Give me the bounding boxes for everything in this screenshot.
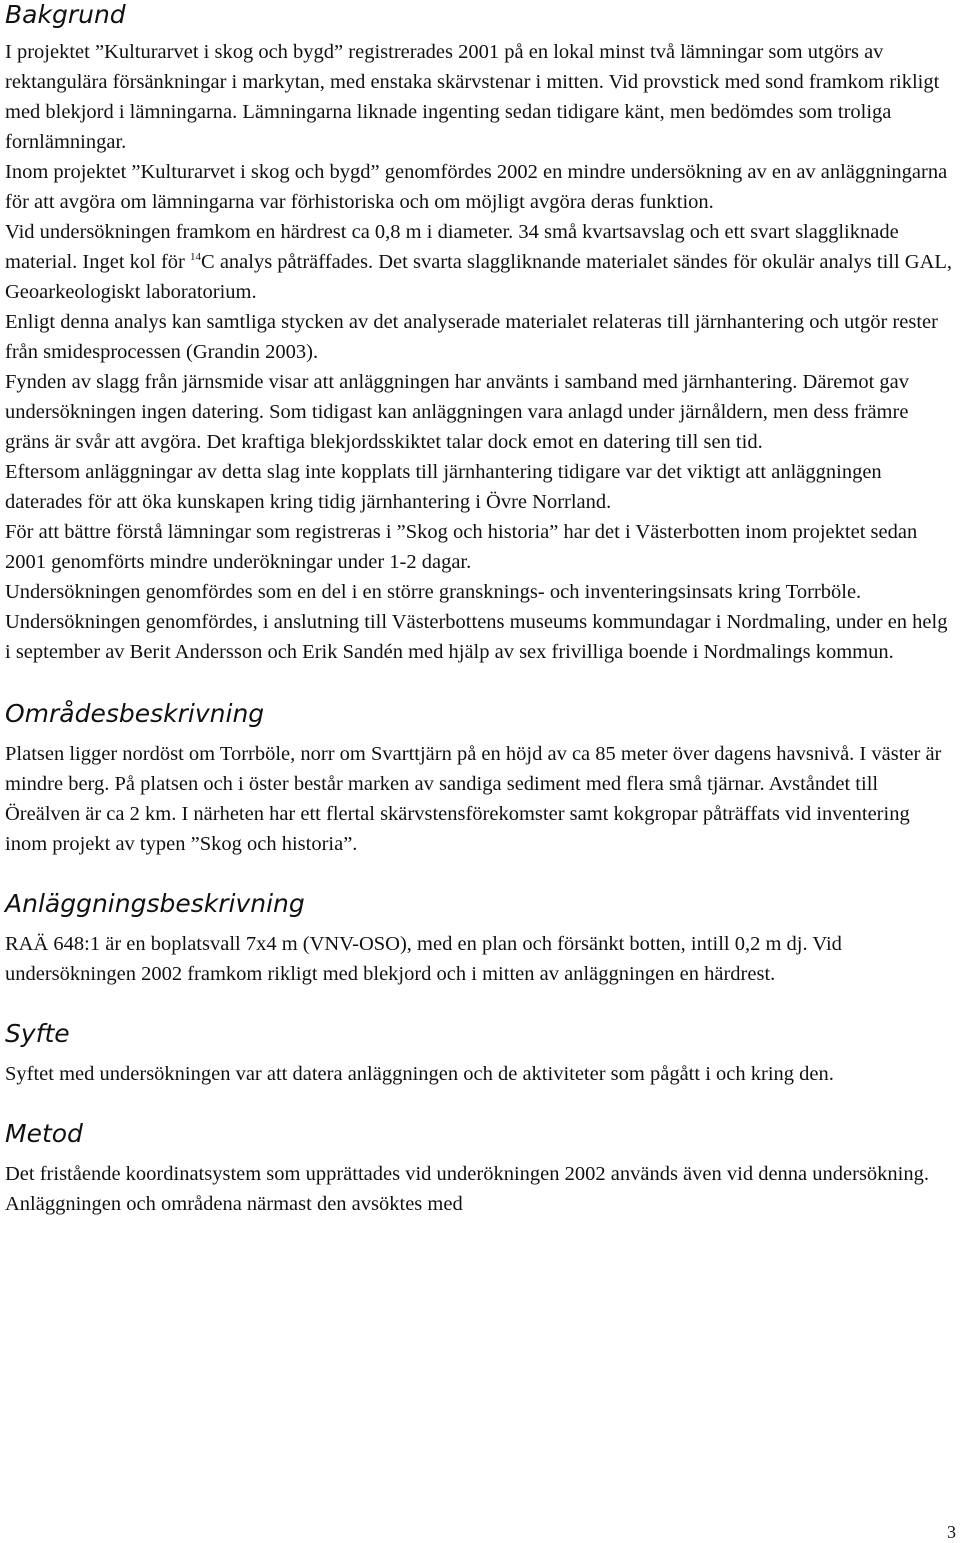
section-bakgrund-body [5, 37, 955, 667]
paragraph: Inom projektet ”Kulturarvet i skog och bygd” genomfördes 2002 en mindre undersökning av en av anläggningarna för att avgöra om lämningarna var förhistoriska och om möjligt avgöra deras funktion. [5, 161, 948, 213]
heading-metod: Metod [5, 1119, 83, 1148]
paragraph-with-superscript [5, 217, 955, 307]
heading-omradesbeskrivning: Områdesbeskrivning [5, 699, 265, 728]
paragraph: Platsen ligger nordöst om Torrböle, norr om Svarttjärn på en höjd av ca 85 meter över dagens havsnivå. I väster är mindre berg. På platsen och i öster består marken av sandiga sediment med flera små tjärnar. Avståndet till Öreälven är ca 2 km. I närheten har ett flertal skärvstensförekomster samt kokgropar påträffats vid inventering inom projekt av typen ”Skog och historia”. [5, 743, 942, 855]
paragraph: Syftet med undersökningen var att datera anläggningen och de aktiviteter som pågått i och kring den. [5, 1063, 834, 1085]
heading-anlaggningsbeskrivning: Anläggningsbeskrivning [5, 889, 305, 918]
paragraph: Enligt denna analys kan samtliga stycken av det analyserade materialet relateras till järnhantering och utgör rester från smidesprocessen (Grandin 2003). [5, 311, 938, 363]
paragraph: Eftersom anläggningar av detta slag inte kopplats till järnhantering tidigare var det viktigt att anläggningen daterades för att öka kunskapen kring tidig järnhantering i Övre Norrland. [5, 461, 882, 513]
paragraph: Fynden av slagg från järnsmide visar att anläggningen har använts i samband med järnhantering. Däremot gav undersökningen ingen datering. Som tidigast kan anläggningen vara anlagd under järnåldern, men dess främre gräns är svår att avgöra. Det kraftiga blekjordsskiktet talar dock emot en datering till sen tid. [5, 371, 910, 453]
text-span: Vid undersökningen framkom en härdrest ca 0,8 m i diameter. 34 små kvartsavslag och ett svart slaggliknade material. Inget kol för [5, 221, 899, 273]
superscript: 14 [190, 251, 202, 263]
page-number: 3 [947, 1522, 956, 1542]
text-span: C analys påträffades. Det svarta slaggliknande materialet sändes för okulär analys till GAL, Geoarkeologiskt laboratorium. [5, 251, 953, 303]
paragraph: RAÄ 648:1 är en boplatsvall 7x4 m (VNV-OSO), med en plan och försänkt botten, intill 0,2 m dj. Vid undersökningen 2002 framkom rikligt med blekjord och i mitten av anläggningen en härdrest. [5, 933, 842, 985]
heading-bakgrund: Bakgrund [5, 0, 126, 29]
document-page [5, 0, 955, 1219]
paragraph: För att bättre förstå lämningar som registreras i ”Skog och historia” har det i Västerbotten inom projektet sedan 2001 genomförts mindre underökningar under 1-2 dagar. [5, 521, 918, 573]
paragraph: I projektet ”Kulturarvet i skog och bygd” registrerades 2001 på en lokal minst två lämningar som utgörs av rektangulära försänkningar i markytan, med enstaka skärvstenar i mitten. Vid provstick med sond framkom rikligt med blekjord i lämningarna. Lämningarna liknade ingenting sedan tidigare känt, men bedömdes som troliga fornlämningar. [5, 41, 940, 153]
heading-syfte: Syfte [5, 1019, 70, 1048]
paragraph: Undersökningen genomfördes som en del i en större gransknings- och inventeringsinsats kring Torrböle. Undersökningen genomfördes, i anslutning till Västerbottens museums kommundagar i Nordmaling, under en helg i september av Berit Andersson och Erik Sandén med hjälp av sex frivilliga boende i Nordmalings kommun. [5, 581, 948, 663]
paragraph: Det fristående koordinatsystem som upprättades vid underökningen 2002 används även vid denna undersökning. Anläggningen och områdena närmast den avsöktes med [5, 1163, 930, 1215]
